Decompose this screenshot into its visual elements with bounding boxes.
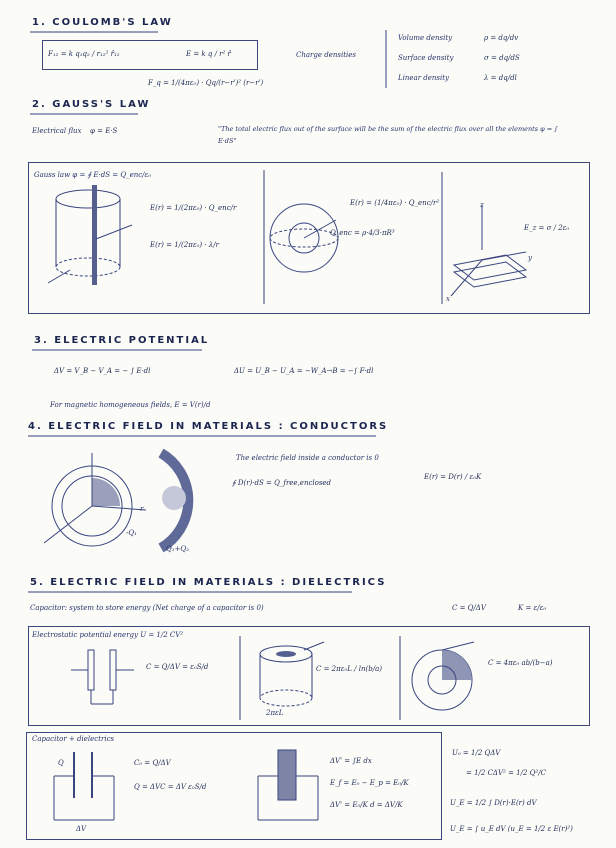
conductor-label-q1: -Q₁	[126, 529, 137, 537]
cylinder-capacitor-formula: C = 2πε₀L / ln(b/a)	[316, 665, 382, 673]
density-formula-3: λ = dq/dl	[484, 74, 517, 82]
divider	[238, 636, 242, 722]
section-5-heading: 5. ELECTRIC FIELD IN MATERIALS : DIELECTRICS	[30, 577, 387, 588]
section-3-heading: 3. ELECTRIC POTENTIAL	[34, 335, 210, 346]
capacitor-note: Capacitor: system to store energy (Net charge of a capacitor is 0)	[30, 604, 264, 612]
cylinder-formula-1: E(r) = 1/(2πε₀) · Q_enc/r	[150, 204, 237, 212]
divider	[440, 172, 444, 306]
cylinder-capacitor-diagram	[244, 640, 334, 710]
conductor-formula-1: ∮ D(r)·dS = Q_free,enclosed	[232, 479, 332, 487]
plate-capacitor-formula: C = Q/ΔV = ε₀S/d	[146, 663, 209, 671]
density-name-2: Surface density	[398, 54, 454, 62]
flux-formula: φ = E·S	[90, 127, 118, 135]
divider	[262, 170, 266, 306]
dielectric-formula-4: E_f = E₀ − E_p = E₀/K	[330, 779, 409, 787]
charge-densities-label: Charge densities	[296, 51, 356, 59]
sphere-formula-2: Q_enc = ρ·4/3·πR³	[330, 229, 395, 237]
cylinder-capacitor-label: 2πεL	[266, 709, 284, 717]
density-name-3: Linear density	[398, 74, 450, 82]
heading-underline	[30, 30, 160, 34]
conductor-label-r: r	[140, 505, 144, 513]
conductor-diagram	[36, 448, 216, 558]
potential-note: For magnetic homogeneous fields, E = V(r)/d	[50, 401, 211, 409]
gauss-plane-diagram	[446, 200, 536, 300]
conductor-label-q1q2: Q₁+Q₂	[166, 545, 189, 553]
conductor-formula-2: E(r) = D(r) / ε₀K	[424, 473, 482, 481]
capacitance-formula: C = Q/ΔV	[452, 604, 486, 612]
sphere-capacitor-formula: C = 4πε₀ ab/(b−a)	[488, 659, 553, 667]
brace-line	[384, 30, 388, 90]
heading-underline	[30, 112, 140, 116]
density-name-1: Volume density	[398, 34, 453, 42]
dielectric-title: Capacitor + dielectrics	[32, 735, 115, 743]
dielectric-circuit-diagram	[252, 746, 328, 830]
conductor-note: The electric field inside a conductor is 0	[236, 454, 379, 462]
dielectric-formula-5: ΔV' = E₀/K d = ΔV/K	[330, 801, 403, 809]
flux-label: Electrical flux	[32, 127, 82, 135]
axis-y: y	[528, 254, 532, 262]
gauss-cylinder-diagram	[40, 185, 140, 295]
heading-underline	[28, 434, 378, 438]
dielectric-formula-3: ΔV' = ∫E dx	[330, 757, 372, 765]
gauss-sphere-diagram	[268, 190, 358, 290]
potential-formula-2: ΔU = U_B − U_A = −W_A→B = −∫ F·dl	[234, 367, 374, 375]
density-formula-1: ρ = dq/dv	[484, 34, 519, 42]
gauss-law: Gauss law φ = ∮ E·dS = Q_enc/ε₀	[34, 171, 152, 179]
delta-v-label: ΔV	[76, 825, 87, 833]
energy-formula-4: U_E = ∫ u_E dV (u_E = 1/2 ε E(r)²)	[450, 825, 573, 833]
charge-label: Q	[58, 759, 64, 767]
dielectric-constant-formula: K = ε/ε₀	[518, 604, 547, 612]
energy-formula-2: = 1/2 CΔV² = 1/2 Q²/C	[466, 769, 546, 777]
sphere-formula-1: E(r) = (1/4πε₀) · Q_enc/r²	[350, 199, 440, 207]
density-formula-2: σ = dq/dS	[484, 54, 520, 62]
section-4-heading: 4. ELECTRIC FIELD IN MATERIALS : CONDUCTORS	[28, 421, 389, 432]
dielectric-formula-2: Q = ΔVC = ΔV ε₀S/d	[134, 783, 207, 791]
divider	[398, 636, 402, 722]
plate-capacitor-diagram	[66, 640, 146, 716]
energy-formula-1: U₀ = 1/2 QΔV	[452, 749, 501, 757]
potential-formula-1: ΔV = V_B − V_A = − ∫ E·dl	[54, 367, 151, 375]
flux-quote: "The total electric flux out of the surface will be the sum of the electric flux over all the elements φ = ∫ E·dS"	[218, 125, 558, 145]
axis-x: x	[446, 295, 450, 303]
field-formula: E = k q / r² r̂	[186, 50, 231, 58]
force-formula: F₁₂ = k q₁q₂ / r₁₂² r̂₁₂	[48, 50, 120, 58]
energy-formula-3: U_E = 1/2 ∫ D(r)·E(r) dV	[450, 799, 537, 807]
force-formula-2: F_q = 1/(4πε₀) · Qq/(r−r')² (r−r')	[148, 79, 264, 87]
dielectric-formula-1: C₀ = Q/ΔV	[134, 759, 171, 767]
plane-formula: E_z = σ / 2ε₀	[524, 224, 570, 232]
heading-underline	[32, 348, 204, 352]
section-2-heading: 2. GAUSS'S LAW	[32, 99, 151, 110]
sphere-capacitor-diagram	[404, 640, 484, 720]
energy-label: Electrostatic potential energy U = 1/2 CV²	[32, 631, 184, 639]
heading-underline	[28, 590, 354, 594]
cylinder-formula-2: E(r) = 1/(2πε₀) · λ/r	[150, 241, 219, 249]
section-1-heading: 1. COULOMB'S LAW	[32, 17, 173, 28]
axis-z: z	[480, 201, 484, 209]
